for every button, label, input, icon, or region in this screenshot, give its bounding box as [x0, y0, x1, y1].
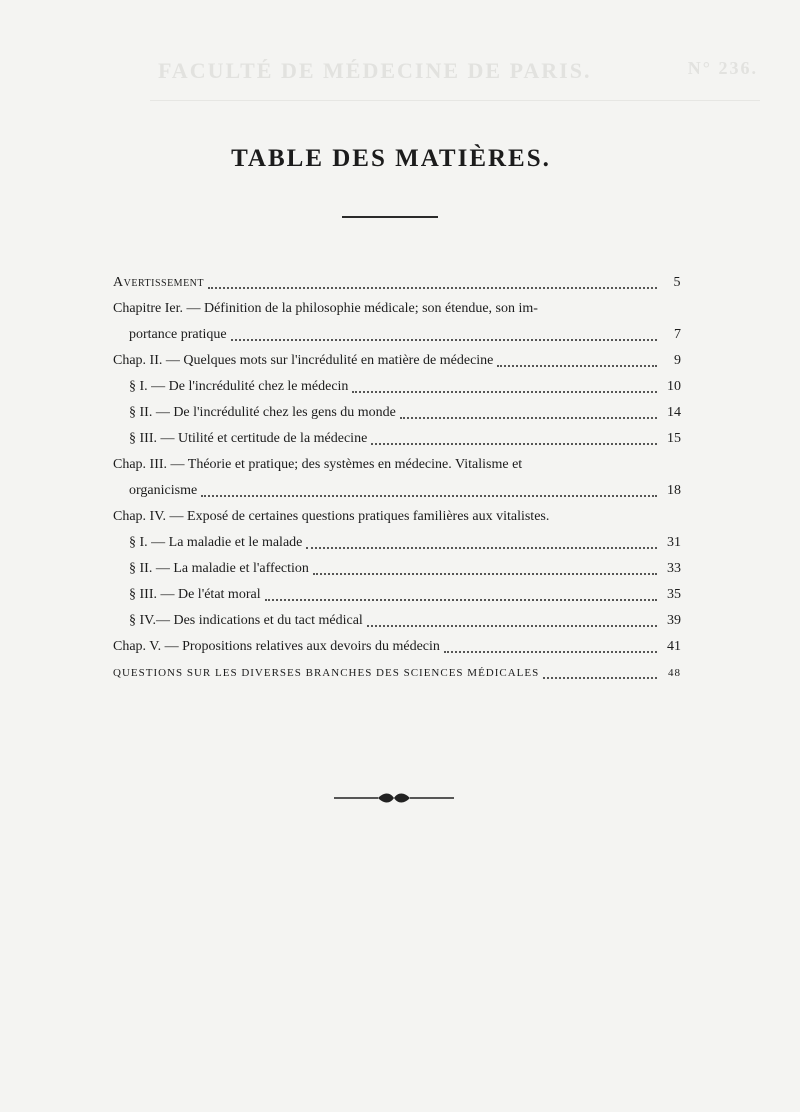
toc-entry-label: § I. — De l'incrédulité chez le médecin: [129, 379, 349, 394]
toc-entry-page: 48: [668, 667, 681, 679]
toc-entry-label: § II. — De l'incrédulité chez les gens du monde: [129, 405, 396, 420]
table-of-contents: [113, 270, 681, 686]
leader-dots: [444, 650, 657, 653]
faded-header-rule: [150, 100, 760, 101]
toc-entry-chap-5: [113, 634, 681, 660]
page-title: TABLE DES MATIÈRES.: [231, 145, 551, 172]
toc-entry-chap-2-s2: [113, 400, 681, 426]
toc-entry-page: 31: [667, 535, 681, 550]
faded-running-header: [158, 58, 758, 84]
toc-entry-label: Chap. IV. — Exposé de certaines questions pratiques familières aux vitalistes.: [113, 509, 550, 524]
toc-entry-chap-3: [113, 452, 681, 504]
toc-entry-chap-2: [113, 348, 681, 374]
toc-entry-questions: [113, 660, 681, 686]
leader-dots: [231, 338, 657, 341]
leader-dots: [371, 442, 657, 445]
toc-entry-chap-4-s3: [113, 582, 681, 608]
toc-entry-label: § IV.— Des indications et du tact médical: [129, 613, 363, 628]
leader-dots: [201, 494, 657, 497]
toc-entry-chapitre-1: [113, 296, 681, 348]
toc-entry-label: § II. — La maladie et l'affection: [129, 561, 309, 576]
toc-entry-page: 10: [667, 379, 681, 394]
leader-dots: [208, 286, 657, 289]
toc-entry-page: 18: [667, 483, 681, 498]
toc-entry-label: § I. — La maladie et le malade: [129, 535, 303, 550]
toc-entry-page: 15: [667, 431, 681, 446]
toc-entry-label: Avertissement: [113, 275, 205, 290]
toc-entry-chap-4: [113, 504, 681, 530]
toc-entry-label: Chap. II. — Quelques mots sur l'incrédulité en matière de médecine: [113, 353, 494, 368]
toc-entry-page: 33: [667, 561, 681, 576]
title-rule: [342, 216, 438, 218]
toc-entry-chap-4-s2: [113, 556, 681, 582]
toc-entry-label-cont: organicisme: [129, 483, 198, 498]
leader-dots: [497, 364, 657, 367]
toc-entry-page: 41: [667, 639, 681, 654]
faded-header-number: N° 236.: [687, 58, 758, 78]
toc-entry-page: 39: [667, 613, 681, 628]
toc-entry-label: Chap. III. — Théorie et pratique; des systèmes en médecine. Vitalisme et: [113, 457, 523, 472]
toc-entry-avertissement: [113, 270, 681, 296]
toc-entry-label: Chap. V. — Propositions relatives aux devoirs du médecin: [113, 639, 440, 654]
toc-entry-chap-4-s4: [113, 608, 681, 634]
leader-dots: [352, 390, 657, 393]
toc-entry-chap-2-s1: [113, 374, 681, 400]
ornament-icon: [334, 788, 454, 808]
leader-dots: [313, 572, 657, 575]
leader-dots: [306, 546, 657, 549]
toc-entry-page: 5: [673, 275, 681, 290]
toc-entry-label: QUESTIONS SUR LES DIVERSES BRANCHES DES SCIENCES MÉDICALES: [113, 667, 540, 679]
toc-entry-label: § III. — De l'état moral: [129, 587, 261, 602]
toc-entry-chap-2-s3: [113, 426, 681, 452]
leader-dots: [400, 416, 657, 419]
toc-entry-label: Chapitre Ier. — Définition de la philosophie médicale; son étendue, son im-: [113, 301, 538, 316]
toc-entry-page: 7: [674, 327, 681, 342]
toc-entry-page: 35: [667, 587, 681, 602]
toc-entry-label-cont: portance pratique: [129, 327, 227, 342]
faded-header-text: FACULTÉ DE MÉDECINE DE PARIS.: [158, 58, 592, 83]
leader-dots: [265, 598, 657, 601]
leader-dots: [543, 676, 657, 679]
toc-entry-page: 9: [674, 353, 681, 368]
toc-entry-label: § III. — Utilité et certitude de la médecine: [129, 431, 368, 446]
toc-entry-page: 14: [667, 405, 681, 420]
leader-dots: [367, 624, 657, 627]
toc-entry-chap-4-s1: [113, 530, 681, 556]
